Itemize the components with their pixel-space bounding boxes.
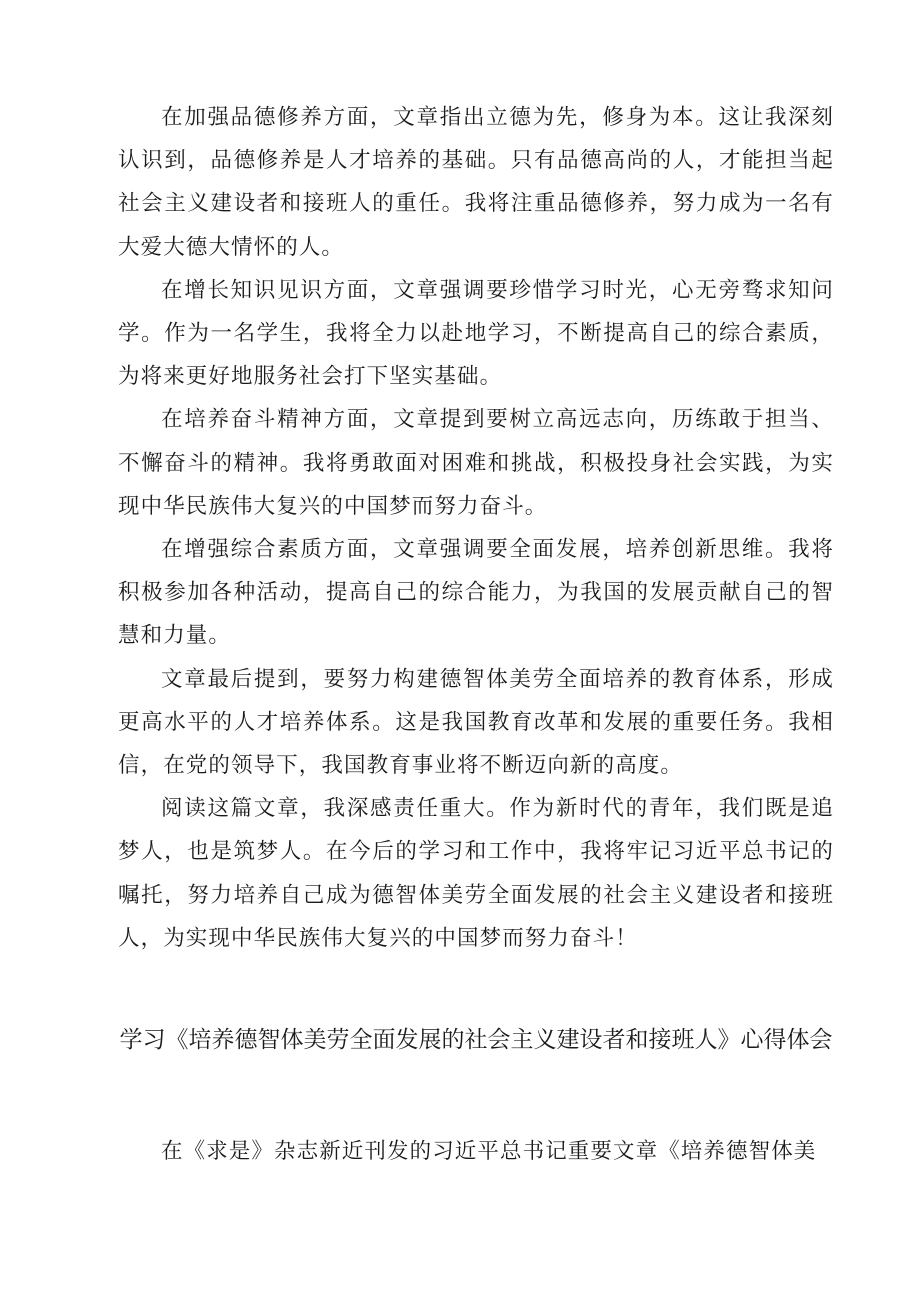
paragraph-striving-spirit: 在培养奋斗精神方面，文章提到要树立高远志向，历练敢于担当、不懈奋斗的精神。我将勇敢面对困难和挑战，积极投身社会实践，为实现中华民族伟大复兴的中国梦而努力奋斗。: [118, 407, 834, 519]
paragraph-moral-cultivation: 在加强品德修养方面，文章指出立德为先，修身为本。这让我深刻认识到，品德修养是人才培养的基础。只有品德高尚的人，才能担当起社会主义建设者和接班人的重任。我将注重品德修养，努力成为一名有大爱大德大情怀的人。: [118, 105, 834, 260]
paragraph-overall-quality: 在增强综合素质方面，文章强调要全面发展，培养创新思维。我将积极参加各种活动，提高自己的综合能力，为我国的发展贡献自己的智慧和力量。: [118, 537, 834, 649]
section-body: [118, 1130, 834, 1173]
body-text: [118, 96, 834, 960]
paragraph-conclusion: 阅读这篇文章，我深感责任重大。作为新时代的青年，我们既是追梦人，也是筑梦人。在今后的学习和工作中，我将牢记习近平总书记的嘱托，努力培养自己成为德智体美劳全面发展的社会主义建设者和接班人，为实现中华民族伟大复兴的中国梦而努力奋斗！: [118, 796, 834, 951]
section-title: 学习《培养德智体美劳全面发展的社会主义建设者和接班人》心得体会: [119, 1027, 833, 1053]
paragraph-section-intro: 在《求是》杂志新近刊发的习近平总书记重要文章《培养德智体美: [161, 1139, 817, 1164]
paragraph-knowledge: 在增长知识见识方面，文章强调要珍惜学习时光，心无旁骛求知问学。作为一名学生，我将全力以赴地学习，不断提高自己的综合素质，为将来更好地服务社会打下坚实基础。: [118, 277, 834, 390]
paragraph-education-system: 文章最后提到，要努力构建德智体美劳全面培养的教育体系，形成更高水平的人才培养体系。这是我国教育改革和发展的重要任务。我相信，在党的领导下，我国教育事业将不断迈向新的高度。: [118, 666, 834, 779]
